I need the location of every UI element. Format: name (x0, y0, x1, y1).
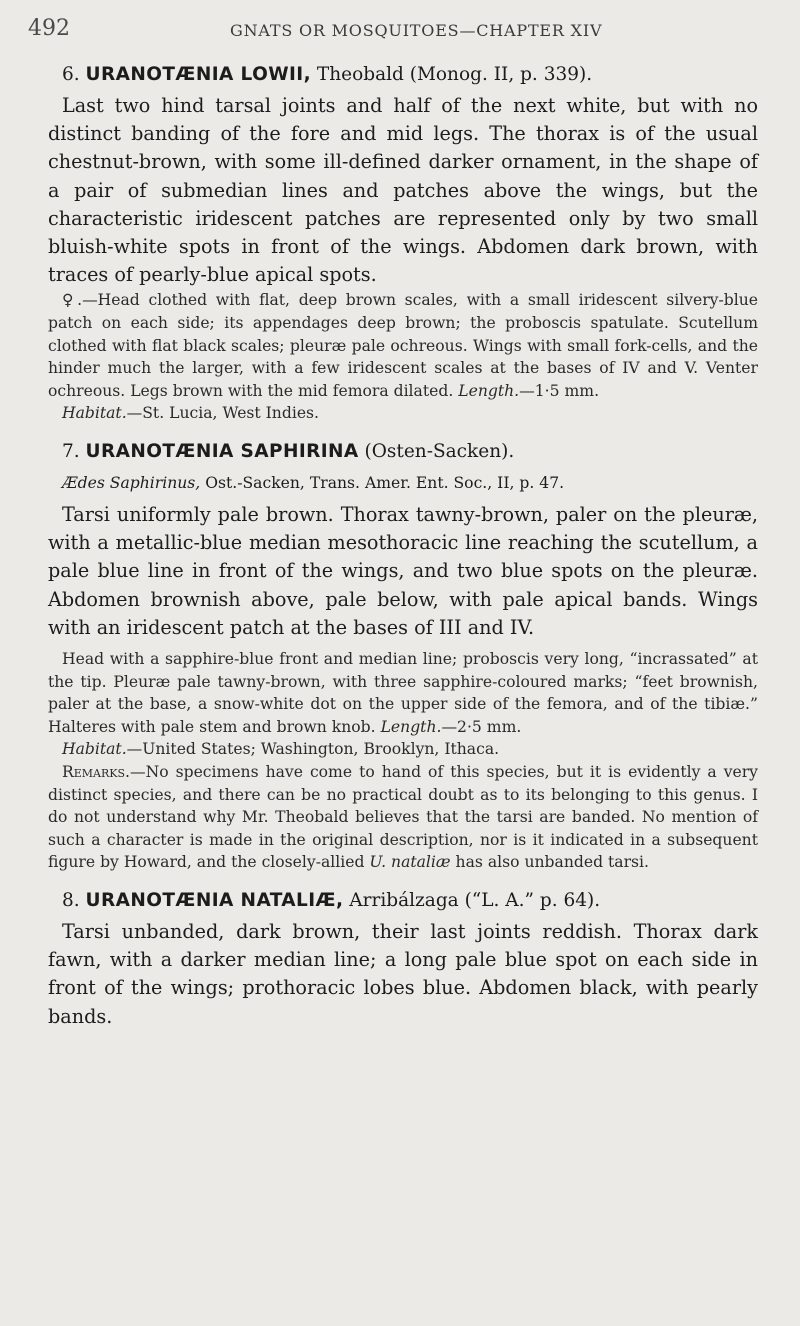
detail-text: Head with a sapphire-blue front and median line; proboscis very long, “incrassated” at the tip. Pleuræ pale tawny-brown, with three sapphire-coloured marks; “feet brownish, paler at the base, a snow-white dot on the upper side of the femora, and of the tibiæ.” Halteres with pale stem and brown knob. (48, 650, 758, 736)
species-number: 6. (62, 64, 80, 85)
habitat-label: Habitat. (62, 404, 127, 423)
habitat-line (48, 738, 758, 761)
length-label: Length. (380, 717, 442, 736)
habitat-label: Habitat. (62, 740, 127, 759)
species-number: 7. (62, 440, 80, 462)
remarks-paragraph (48, 761, 758, 874)
synonym-citation: Ost.-Sacken, Trans. Amer. Ent. Soc., II, p. 47. (200, 473, 565, 492)
habitat-value: —St. Lucia, West Indies. (126, 404, 320, 423)
species-number: 8. (62, 889, 80, 911)
species-section-6 (48, 62, 758, 425)
remarks-species-name: U. nataliæ (369, 853, 451, 872)
page-body (48, 62, 758, 1045)
remarks-label: Remarks. (62, 762, 130, 781)
species-name: URANOTÆNIA NATALIÆ, (85, 889, 344, 911)
detail-description (48, 648, 758, 738)
habitat-line (48, 402, 758, 425)
remarks-text: —No specimens have come to hand of this species, but it is evidently a very distinct species, and there can be no practical doubt as to its belonging to this genus. I do not understand why Mr. Theobald believes that the tarsi are banded. No mention of such a character is made in the original description, nor is it indicated in a subsequent figure by Howard, and the closely-allied (48, 762, 758, 872)
species-authority: Theobald (Monog. II, p. 339). (316, 64, 593, 85)
species-name: URANOTÆNIA SAPHIRINA (85, 440, 359, 462)
species-heading (62, 888, 758, 914)
synonym-reference (62, 471, 758, 495)
species-authority: Arribálzaga (“L. A.” p. 64). (349, 889, 601, 911)
running-header (28, 16, 760, 48)
length-value: —2·5 mm. (441, 717, 522, 736)
species-description: Tarsi unbanded, dark brown, their last joints reddish. Thorax dark fawn, with a darker median line; a long pale blue spot on each side in front of the wings; prothoracic lobes blue. Abdomen black, with pearly bands. (48, 919, 758, 1028)
running-title: GNATS OR MOSQUITOES—CHAPTER XIV (230, 21, 603, 40)
species-heading (62, 62, 758, 88)
female-text: ♀.—Head clothed with flat, deep brown scales, with a small iridescent silvery-blue patch on each side; its appendages deep brown; the proboscis spatulate. Scutellum clothed with flat black scales; pleuræ pale ochreous. Wings with small fork-cells, and the hinder much the larger, with a few iridescent scales at the bases of IV and V. Venter ochreous. Legs brown with the mid femora dilated. (48, 291, 758, 400)
synonym-name: Ædes Saphirinus, (62, 473, 201, 492)
species-description: Tarsi uniformly pale brown. Thorax tawny-brown, paler on the pleuræ, with a metallic-blue median mesothoracic line reaching the scutellum, a pale blue line in front of the wings, and two blue spots on the pleuræ. Abdomen brownish above, pale below, with pale apical bands. Wings with an iridescent patch at the bases of III and IV. (48, 502, 758, 639)
species-name: URANOTÆNIA LOWII, (85, 64, 312, 85)
species-description: Last two hind tarsal joints and half of the next white, but with no distinct banding of the fore and mid legs. The thorax is of the usual chestnut-brown, with some ill-defined darker ornament, in the shape of a pair of submedian lines and patches above the wings, but the characteristic iridescent patches are represented only by two small bluish-white spots in front of the wings. Abdomen dark brown, with traces of pearly-blue apical spots. (48, 94, 758, 287)
page-number: 492 (28, 16, 70, 41)
length-value: —1·5 mm. (519, 381, 600, 400)
species-authority: (Osten-Sacken). (364, 440, 515, 462)
species-section-7 (48, 439, 758, 874)
length-label: Length. (458, 381, 520, 400)
remarks-text-end: has also unbanded tarsi. (450, 853, 649, 872)
species-heading (62, 439, 758, 465)
species-section-8 (48, 888, 758, 1031)
female-description (48, 289, 758, 402)
habitat-value: —United States; Washington, Brooklyn, Ithaca. (126, 740, 500, 759)
